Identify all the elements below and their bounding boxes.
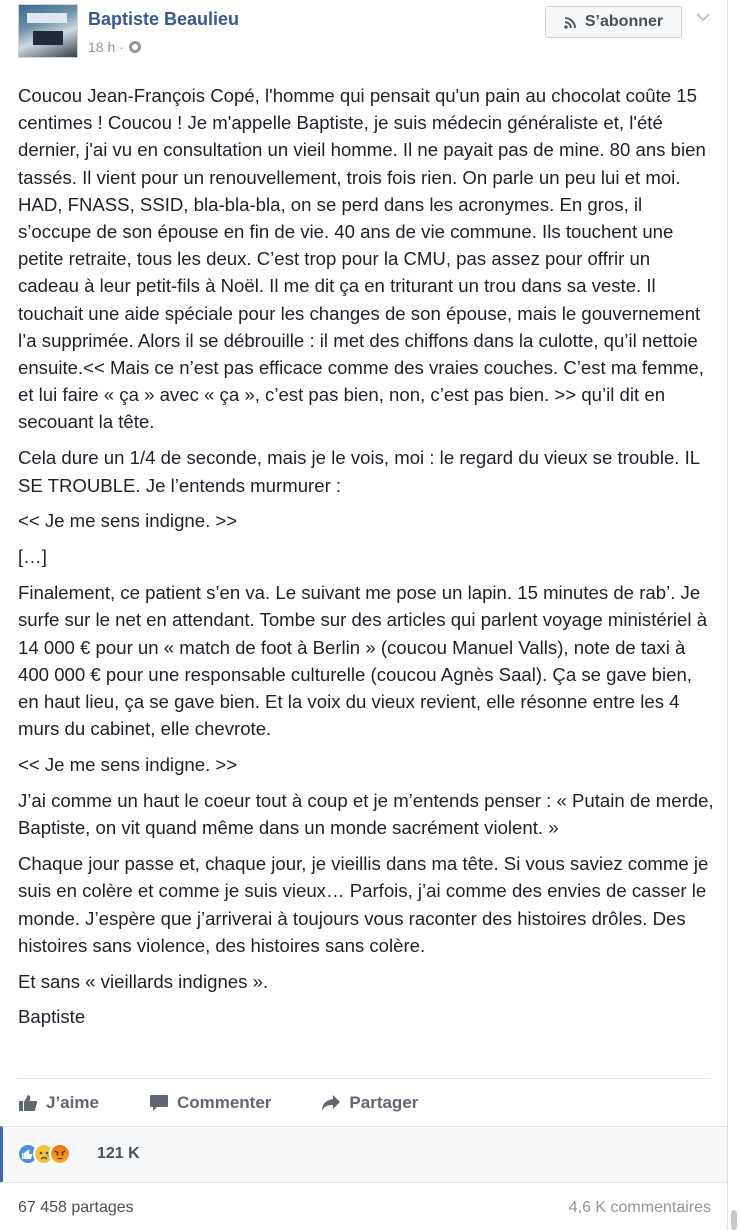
post-footer (0, 1182, 727, 1231)
shares-count[interactable]: 67 458 partages (18, 1199, 134, 1216)
comments-count[interactable]: 4,6 K commentaires (568, 1199, 711, 1216)
post-signature: Baptiste (18, 1006, 86, 1028)
avatar-detail (27, 13, 67, 23)
avatar-detail (33, 31, 63, 45)
rss-icon (564, 16, 577, 29)
post-paragraph: Chaque jour passe et, chaque jour, je vieillis dans ma tête. Si vous saviez comme je suis en colère et comme je suis vieux… Parfois, j’ai comme des envies de casser le monde. J’espère que j’arriverai à toujours vous raconter des histoires drôles. Des histoires sans violence, des histoires sans colère. (18, 853, 709, 956)
action-bar (18, 1078, 711, 1127)
reactions-summary[interactable] (0, 1126, 727, 1182)
angry-icon (49, 1143, 71, 1165)
share-button[interactable] (321, 1093, 418, 1113)
post-paragraph: J’ai comme un haut le coeur tout à coup et je m’entends penser : « Putain de merde, Baptiste, on vit quand même dans un monde sacrément violent. » (18, 790, 714, 839)
post-paragraph: Coucou Jean-François Copé, l'homme qui pensait qu'un pain au chocolat coûte 15 centimes ! Coucou ! Je m'appelle Baptiste, je suis médecin généraliste et, l'été dernier, j'ai vu en consultation un vieil homme. Il ne payait pas de mine. 80 ans bien tassés. Il vient pour un renouvellement, trois fois rien. On parle un peu lui et moi. HAD, FNASS, SSID, bla-bla-bla, on se perd dans les acronymes. En gros, il s’occupe de son épouse en fin de vie. 40 ans de vie commune. Ils touchent une petite retraite, tous les deux. C’est trop pour la CMU, pas assez pour offrir un cadeau à leur petit-fils à Noël. Il me dit ça en triturant un trou dans sa veste. Il touchait une aide spéciale pour les changes de son épouse, mais le gouvernement l’a supprimée. Alors il se débrouille : il met des chiffons dans la culotte, qu’il nettoie ensuite.<< Mais ce n’est pas efficace comme des vraies couches. C’est ma femme, et lui faire « ça » avec « ça », c’est pas bien, non, c’est pas bien. >> qu’il dit en secouant la tête. (18, 85, 706, 433)
post-time[interactable]: 18 h · (88, 39, 124, 55)
post-paragraph: << Je me sens indigne. >> (18, 754, 238, 776)
post-paragraph: Et sans « vieillards indignes ». (18, 970, 269, 992)
chevron-down-icon[interactable] (694, 8, 712, 26)
like-button[interactable] (18, 1093, 99, 1113)
author-avatar[interactable] (18, 4, 78, 58)
post-body (18, 82, 714, 1039)
scrollbar-thumb[interactable] (731, 1210, 737, 1230)
reaction-icons (17, 1143, 65, 1165)
post-meta (88, 39, 141, 55)
share-arrow-icon (321, 1094, 341, 1112)
subscribe-label: S’abonner (584, 13, 664, 30)
share-label: Partager (349, 1093, 419, 1112)
subscribe-button[interactable] (545, 6, 682, 38)
post-paragraph: Finalement, ce patient s’en va. Le suivant me pose un lapin. 15 minutes de rab’. Je surfe sur le net en attendant. Tombe sur des articles qui parlent voyage ministériel à 14 000 € pour un « match de foot à Berlin » (coucou Manuel Valls), note de taxi à 400 000 € pour une responsable culturelle (coucou Agnès Saal). Ça se gave bien, en haut lieu, ça se gave bien. Et la voix du vieux revient, elle résonne entre les 4 murs du cabinet, elle chevrote. (18, 582, 708, 740)
like-label: J’aime (46, 1093, 99, 1112)
comment-button[interactable] (149, 1093, 271, 1113)
comment-icon (149, 1094, 169, 1112)
post-paragraph: << Je me sens indigne. >> (18, 510, 238, 532)
author-name[interactable]: Baptiste Beaulieu (88, 9, 240, 29)
globe-icon (129, 41, 141, 53)
thumbs-up-icon (18, 1094, 38, 1112)
reaction-count[interactable]: 121 K (97, 1145, 140, 1162)
post-header (0, 0, 727, 66)
scrollbar[interactable] (728, 0, 740, 1230)
post-paragraph: Cela dure un 1/4 de seconde, mais je le vois, moi : le regard du vieux se trouble. IL SE TROUBLE. Je l’entends murmurer : (18, 447, 700, 496)
post-paragraph: […] (18, 546, 47, 568)
comment-label: Commenter (176, 1093, 272, 1112)
